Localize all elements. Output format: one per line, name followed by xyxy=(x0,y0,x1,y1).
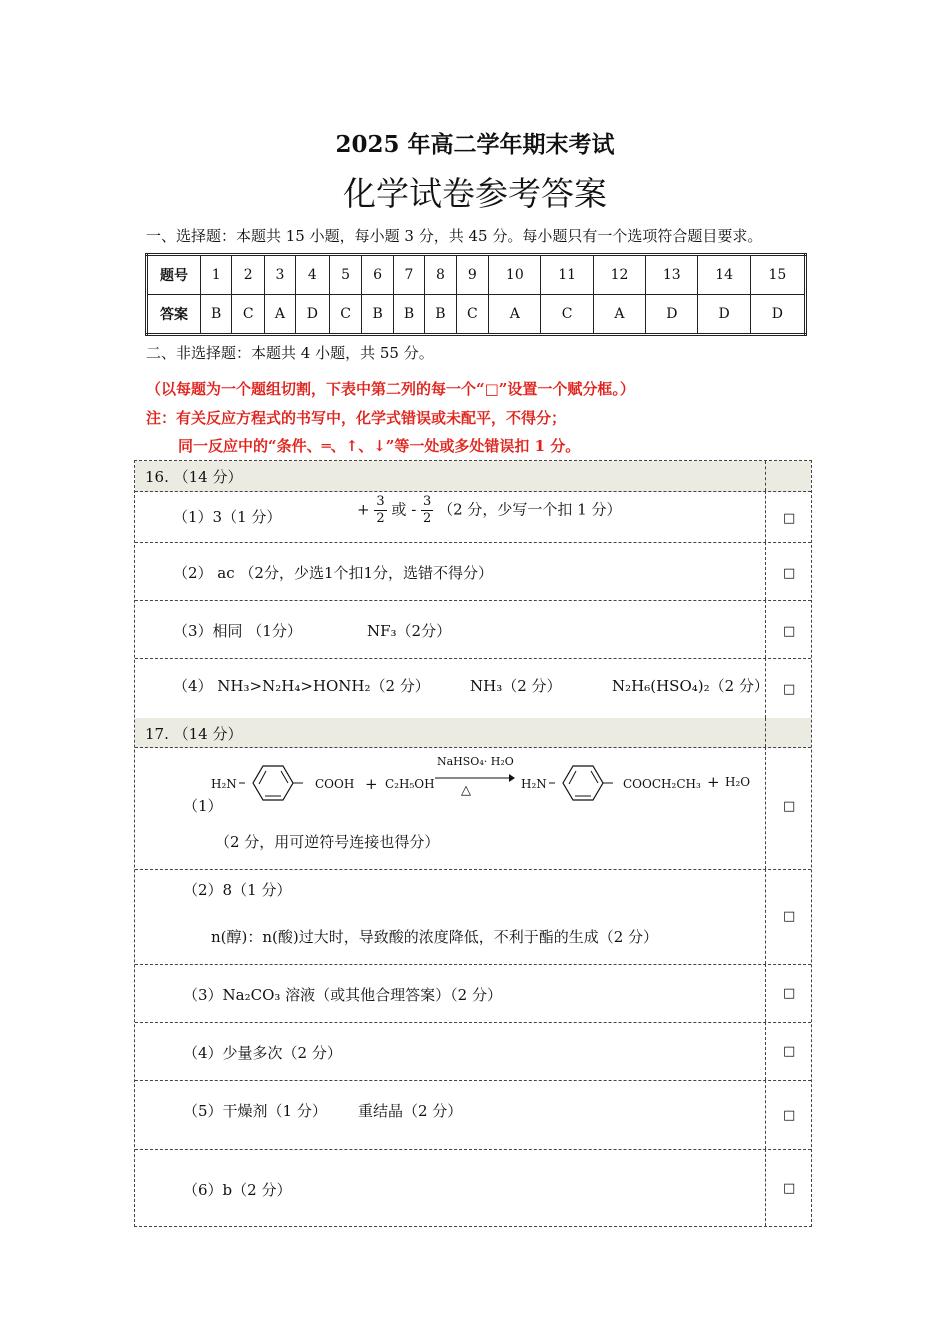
product-water: H₂O xyxy=(725,775,751,789)
q16-part1-answer-b xyxy=(357,494,622,527)
answer-cell: D xyxy=(698,295,750,335)
q17-part1-label: （1） xyxy=(183,797,223,815)
question-number: 14 xyxy=(698,255,750,295)
benzene-ring-icon xyxy=(549,763,613,803)
score-box[interactable]: □ xyxy=(783,909,796,924)
note-line-2: 注：有关反应方程式的书写中，化学式错误或未配平，不得分； xyxy=(146,409,567,427)
header-label: 题号 xyxy=(147,255,201,295)
question-number: 2 xyxy=(232,255,265,295)
q17-part2-row xyxy=(135,869,811,965)
note-line-3: 同一反应中的“条件、═、↑、↓”等一处或多处错误扣 1 分。 xyxy=(178,437,581,455)
score-note: （2 分，少写一个扣 1 分） xyxy=(438,500,622,519)
answer-cell: B xyxy=(362,295,393,335)
q17-header: 17. （14 分） xyxy=(145,725,243,743)
answer-cell: C xyxy=(541,295,593,335)
answer-cell: D xyxy=(646,295,698,335)
question-number: 11 xyxy=(541,255,593,295)
question-number: 9 xyxy=(456,255,489,295)
score-box[interactable]: □ xyxy=(783,1181,796,1196)
question-number: 6 xyxy=(362,255,393,295)
heat-symbol: △ xyxy=(461,783,471,798)
q16-part4-answer-b: NH₃（2 分） xyxy=(470,677,562,695)
plus-sign: + xyxy=(707,773,720,791)
score-box[interactable]: □ xyxy=(783,1108,796,1123)
question-number: 15 xyxy=(750,255,805,295)
product-amine-group: H₂N xyxy=(521,777,547,791)
question-number: 10 xyxy=(489,255,541,295)
exam-title: 2025 年高二学年期末考试 xyxy=(335,131,615,158)
answer-cell: B xyxy=(201,295,232,335)
reaction-condition-catalyst: NaHSO₄· H₂O xyxy=(437,755,514,768)
q17-part5-answer-b: 重结晶（2 分） xyxy=(358,1102,463,1120)
plus-sign: + xyxy=(365,775,378,793)
answer-cell: B xyxy=(425,295,456,335)
benzene-ring-icon xyxy=(239,763,303,803)
answer-cell: A xyxy=(593,295,645,335)
reactant-amine-group: H₂N xyxy=(211,777,237,791)
answer-cell: A xyxy=(489,295,541,335)
fraction-numerator: 3 xyxy=(376,494,385,509)
answer-label: 答案 xyxy=(147,295,201,335)
question-number: 5 xyxy=(329,255,362,295)
answer-cell: D xyxy=(750,295,805,335)
q17-part5-row xyxy=(135,1080,811,1150)
score-box[interactable]: □ xyxy=(783,1044,796,1059)
q17-part4-answer: （4）少量多次（2 分） xyxy=(183,1044,342,1062)
q16-header-row xyxy=(135,461,811,492)
q16-part4-row xyxy=(135,658,811,719)
score-box[interactable]: □ xyxy=(783,511,796,526)
question-number: 3 xyxy=(264,255,295,295)
answer-cell: C xyxy=(329,295,362,335)
q16-part4-answer-a: （4） NH₃>N₂H₄>HONH₂（2 分） xyxy=(173,677,430,695)
question-number: 7 xyxy=(393,255,424,295)
question-number: 12 xyxy=(593,255,645,295)
answer-cell: C xyxy=(232,295,265,335)
fraction-numerator: 3 xyxy=(423,494,432,509)
multiple-choice-answer-table xyxy=(145,253,807,336)
q17-part2-answer-a: （2）8（1 分） xyxy=(183,881,292,899)
q17-part1-row xyxy=(135,747,811,870)
score-box[interactable]: □ xyxy=(783,799,796,814)
q16-part1-row xyxy=(135,491,811,543)
q16-header: 16. （14 分） xyxy=(145,468,243,486)
score-box[interactable]: □ xyxy=(783,986,796,1001)
q16-part2-row xyxy=(135,542,811,601)
fraction-denominator: 2 xyxy=(376,511,385,526)
fraction-2 xyxy=(421,494,433,527)
reaction-arrow-icon xyxy=(435,773,515,783)
q16-part3-answer-a: （3）相同 （1分） xyxy=(173,622,302,640)
q16-part3-answer-b: NF₃（2分） xyxy=(367,622,452,640)
reactant-carboxyl-group: COOH xyxy=(315,777,355,791)
question-number-row xyxy=(147,255,806,295)
or-text: 或 - xyxy=(391,500,417,519)
answer-cell: D xyxy=(295,295,329,335)
product-ester-group: COOCH₂CH₃ xyxy=(623,777,701,791)
q16-part2-answer: （2） ac （2分，少选1个扣1分，选错不得分） xyxy=(173,564,494,582)
reagent-ethanol: C₂H₅OH xyxy=(385,777,435,791)
answer-row xyxy=(147,295,806,335)
q17-part3-answer: （3）Na₂CO₃ 溶液（或其他合理答案）（2 分） xyxy=(183,986,502,1004)
score-box[interactable]: □ xyxy=(783,624,796,639)
q17-part5-answer-a: （5）干燥剂（1 分） xyxy=(183,1102,327,1120)
fraction-denominator: 2 xyxy=(423,511,432,526)
answer-cell: C xyxy=(456,295,489,335)
question-number: 1 xyxy=(201,255,232,295)
q16-part3-row xyxy=(135,600,811,659)
q17-header-row xyxy=(135,718,811,748)
fraction-1 xyxy=(374,494,386,527)
q16-part1-answer-a: （1）3（1 分） xyxy=(173,508,282,526)
q17-part6-answer: （6）b（2 分） xyxy=(183,1181,292,1199)
exam-subtitle: 化学试卷参考答案 xyxy=(343,174,607,213)
question-number: 8 xyxy=(425,255,456,295)
q17-part2-answer-b: n(醇)：n(酸)过大时，导致酸的浓度降低，不利于酯的生成（2 分） xyxy=(211,928,659,946)
q17-part6-row xyxy=(135,1149,811,1226)
q17-part4-row xyxy=(135,1022,811,1081)
q17-part3-row xyxy=(135,964,811,1023)
answer-cell: B xyxy=(393,295,424,335)
q16-part4-answer-c: N₂H₆(HSO₄)₂（2 分） xyxy=(612,677,769,695)
section-2-heading: 二、非选择题：本题共 4 小题，共 55 分。 xyxy=(146,344,434,362)
score-box[interactable]: □ xyxy=(783,566,796,581)
answer-cell: A xyxy=(264,295,295,335)
plus-sign: + xyxy=(357,500,370,519)
question-number: 4 xyxy=(295,255,329,295)
section-1-heading: 一、选择题：本题共 15 小题，每小题 3 分，共 45 分。每小题只有一个选项符合题目要求。 xyxy=(146,227,763,245)
question-number: 13 xyxy=(646,255,698,295)
q17-part1-note: （2 分，用可逆符号连接也得分） xyxy=(215,833,440,851)
note-line-1: （以每题为一个题组切割，下表中第二列的每一个“□”设置一个赋分框。） xyxy=(146,380,635,398)
scoring-grid xyxy=(134,460,812,1227)
score-box[interactable]: □ xyxy=(783,682,796,697)
